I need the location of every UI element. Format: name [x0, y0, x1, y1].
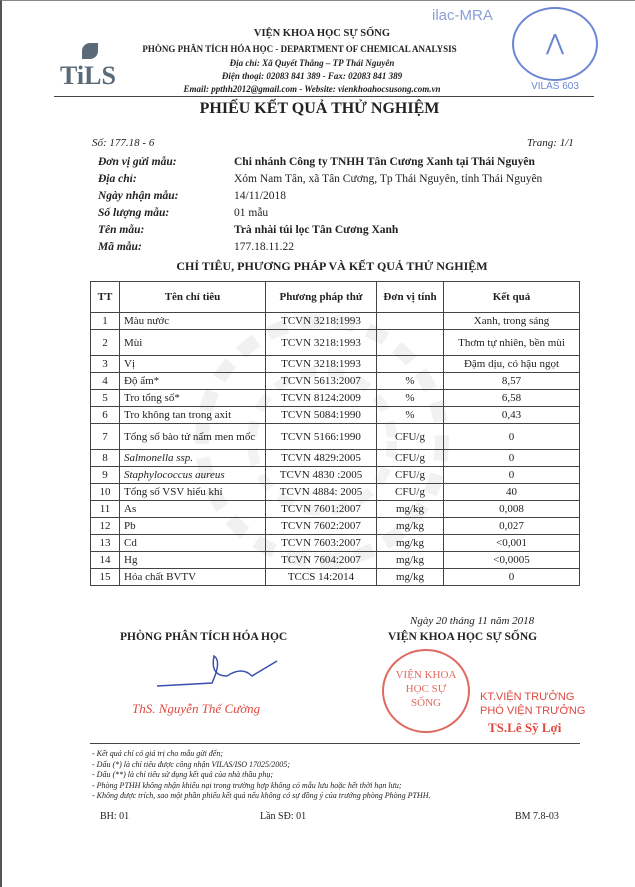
row-name: Hóa chất BVTV — [120, 569, 266, 586]
row-result: 0 — [444, 467, 580, 484]
document-title: PHIẾU KẾT QUẢ THỬ NGHIỆM — [199, 100, 440, 117]
row-result: 8,57 — [444, 373, 580, 390]
table-row — [91, 330, 580, 356]
table-row — [91, 407, 580, 424]
row-unit: CFU/g — [377, 467, 444, 484]
row-tt: 3 — [91, 356, 120, 373]
sample-label: Địa chỉ: — [98, 173, 137, 185]
row-unit: % — [377, 390, 444, 407]
sample-label: Tên mẫu: — [98, 224, 145, 236]
vilas-label: VILAS 603 — [531, 81, 579, 92]
row-unit: mg/kg — [377, 535, 444, 552]
left-signatory-title: PHÒNG PHÂN TÍCH HÓA HỌC — [120, 631, 288, 643]
row-method: TCVN 4830 :2005 — [266, 467, 377, 484]
row-result: 0 — [444, 424, 580, 450]
row-unit: CFU/g — [377, 450, 444, 467]
row-unit: mg/kg — [377, 569, 444, 586]
sample-value: 177.18.11.22 — [234, 241, 294, 253]
page-number: Trang: 1/1 — [527, 137, 574, 149]
table-row — [91, 467, 580, 484]
tils-logo: TiLS — [54, 23, 126, 99]
table-row — [91, 450, 580, 467]
row-name: Mùi — [120, 330, 266, 356]
row-tt: 12 — [91, 518, 120, 535]
footer-form: BM 7.8-03 — [515, 811, 559, 822]
phone: Điện thoại: 02083 841 389 - Fax: 02083 841 389 — [221, 71, 403, 81]
row-tt: 13 — [91, 535, 120, 552]
row-method: TCVN 3218:1993 — [266, 356, 377, 373]
sample-value: Chi nhánh Công ty TNHH Tân Cương Xanh tại Thái Nguyên — [234, 156, 535, 168]
row-tt: 7 — [91, 424, 120, 450]
right-role-2: PHÓ VIỆN TRƯỞNG — [480, 705, 586, 717]
report-number: Số: 177.18 - 6 — [92, 137, 155, 149]
sample-value: Trà nhài túi lọc Tân Cương Xanh — [234, 224, 399, 236]
row-tt: 8 — [91, 450, 120, 467]
left-signatory-name: ThS. Nguyễn Thế Cường — [132, 701, 261, 716]
table-row — [91, 518, 580, 535]
notes — [92, 749, 582, 802]
accreditation-seal: ⋀ — [512, 7, 598, 81]
note: - Không được trích, sao một phần phiếu kết quả nếu không có sự đồng ý của trưởng phòng Phòng PTHH. — [92, 791, 431, 800]
row-method: TCVN 3218:1993 — [266, 330, 377, 356]
row-tt: 4 — [91, 373, 120, 390]
row-name: Staphylococcus aureus — [120, 467, 266, 484]
note: - Dấu (*) là chỉ tiêu được công nhận VILAS/ISO 17025/2005; — [92, 759, 290, 769]
row-tt: 11 — [91, 501, 120, 518]
row-unit: mg/kg — [377, 552, 444, 569]
right-signatory-title: VIỆN KHOA HỌC SỰ SỐNG — [388, 631, 538, 643]
row-result: Thơm tự nhiên, bền mùi — [444, 330, 580, 356]
table-row — [91, 535, 580, 552]
row-result: 0 — [444, 569, 580, 586]
row-method: TCVN 4829:2005 — [266, 450, 377, 467]
row-unit — [377, 313, 444, 330]
notes-divider — [90, 743, 580, 744]
signature-left — [152, 651, 282, 691]
row-tt: 15 — [91, 569, 120, 586]
ilac-mra-logo: ilac-MRA — [432, 7, 493, 24]
row-name: Tro tổng số* — [120, 390, 266, 407]
row-name: Salmonella ssp. — [120, 450, 266, 467]
institute-name: VIỆN KHOA HỌC SỰ SỐNG — [253, 28, 391, 39]
table-row — [91, 424, 580, 450]
row-unit: % — [377, 373, 444, 390]
sample-label: Số lượng mẫu: — [98, 207, 170, 219]
row-name: Vị — [120, 356, 266, 373]
table-row — [91, 373, 580, 390]
row-name: Tổng số bào tử nấm men mốc — [120, 424, 266, 450]
header-divider — [54, 96, 594, 97]
row-method: TCVN 7604:2007 — [266, 552, 377, 569]
row-result: <0,001 — [444, 535, 580, 552]
row-tt: 5 — [91, 390, 120, 407]
row-result: 0,008 — [444, 501, 580, 518]
row-result: 6,58 — [444, 390, 580, 407]
row-result: 0 — [444, 450, 580, 467]
row-result: 0,43 — [444, 407, 580, 424]
row-result: 0,027 — [444, 518, 580, 535]
row-result: Đậm dịu, có hậu ngọt — [444, 356, 580, 373]
row-unit — [377, 356, 444, 373]
row-method: TCVN 7602:2007 — [266, 518, 377, 535]
department-name: PHÒNG PHÂN TÍCH HÓA HỌC - DEPARTMENT OF CHEMICAL ANALYSIS — [142, 44, 457, 54]
row-unit: CFU/g — [377, 484, 444, 501]
row-method: TCCS 14:2014 — [266, 569, 377, 586]
row-result: Xanh, trong sáng — [444, 313, 580, 330]
footer-lan-sd: Lần SĐ: 01 — [260, 811, 307, 822]
right-role-1: KT.VIỆN TRƯỞNG — [480, 691, 575, 703]
row-result: 40 — [444, 484, 580, 501]
sample-value: Xóm Nam Tân, xã Tân Cương, Tp Thái Nguyên, tỉnh Thái Nguyên — [234, 173, 543, 185]
row-name: Màu nước — [120, 313, 266, 330]
table-row — [91, 484, 580, 501]
results-section-title: CHỈ TIÊU, PHƯƠNG PHÁP VÀ KẾT QUẢ THỬ NGHIỆM — [176, 259, 488, 273]
row-method: TCVN 4884: 2005 — [266, 484, 377, 501]
col-tt: TT — [91, 282, 120, 313]
col-unit: Đơn vị tính — [377, 282, 444, 313]
table-row — [91, 552, 580, 569]
row-unit: CFU/g — [377, 424, 444, 450]
row-method: TCVN 5166:1990 — [266, 424, 377, 450]
table-row — [91, 501, 580, 518]
address: Địa chỉ: Xã Quyết Thắng – TP Thái Nguyên — [229, 58, 395, 68]
row-method: TCVN 8124:2009 — [266, 390, 377, 407]
table-row — [91, 390, 580, 407]
sample-label: Mã mẫu: — [98, 241, 142, 253]
note: - Phòng PTHH không nhận khiếu nại trong trường hợp không có mẫu lưu hoặc hết thời hạn lưu; — [92, 780, 402, 790]
institute-stamp: VIỆN KHOA HỌC SỰ SỐNG — [382, 649, 470, 733]
sample-label: Ngày nhận mẫu: — [98, 190, 179, 202]
row-tt: 14 — [91, 552, 120, 569]
row-method: TCVN 5084:1990 — [266, 407, 377, 424]
sample-value: 01 mẫu — [234, 207, 269, 219]
row-method: TCVN 3218:1993 — [266, 313, 377, 330]
row-method: TCVN 7601:2007 — [266, 501, 377, 518]
table-row — [91, 569, 580, 586]
row-tt: 2 — [91, 330, 120, 356]
row-tt: 10 — [91, 484, 120, 501]
sample-label: Đơn vị gửi mẫu: — [98, 156, 177, 168]
note: - Dấu (**) là chỉ tiêu sử dụng kết quả của nhà thầu phụ; — [92, 770, 273, 779]
row-unit: % — [377, 407, 444, 424]
row-tt: 9 — [91, 467, 120, 484]
note: - Kết quả chỉ có giá trị cho mẫu gửi đến; — [92, 749, 224, 758]
row-method: TCVN 7603:2007 — [266, 535, 377, 552]
contact: Email: ppthh2012@gmail.com - Website: vienkhoahocsusong.com.vn — [183, 84, 441, 94]
table-row — [91, 313, 580, 330]
col-result: Kết quả — [444, 282, 580, 313]
col-method: Phương pháp thử — [266, 282, 377, 313]
right-signatory-name: TS.Lê Sỹ Lợi — [488, 720, 562, 735]
row-tt: 6 — [91, 407, 120, 424]
row-result: <0,0005 — [444, 552, 580, 569]
row-method: TCVN 5613:2007 — [266, 373, 377, 390]
col-name: Tên chỉ tiêu — [120, 282, 266, 313]
row-name: Tổng số VSV hiếu khí — [120, 484, 266, 501]
sample-value: 14/11/2018 — [234, 190, 286, 202]
row-name: Pb — [120, 518, 266, 535]
row-name: Tro không tan trong axit — [120, 407, 266, 424]
row-name: Cd — [120, 535, 266, 552]
table-row — [91, 356, 580, 373]
row-unit — [377, 330, 444, 356]
row-unit: mg/kg — [377, 501, 444, 518]
footer-bh: BH: 01 — [100, 811, 130, 822]
results-table — [90, 281, 580, 586]
signature-date: Ngày 20 tháng 11 năm 2018 — [410, 615, 535, 627]
row-unit: mg/kg — [377, 518, 444, 535]
row-name: Độ ẩm* — [120, 373, 266, 390]
row-tt: 1 — [91, 313, 120, 330]
row-name: As — [120, 501, 266, 518]
row-name: Hg — [120, 552, 266, 569]
